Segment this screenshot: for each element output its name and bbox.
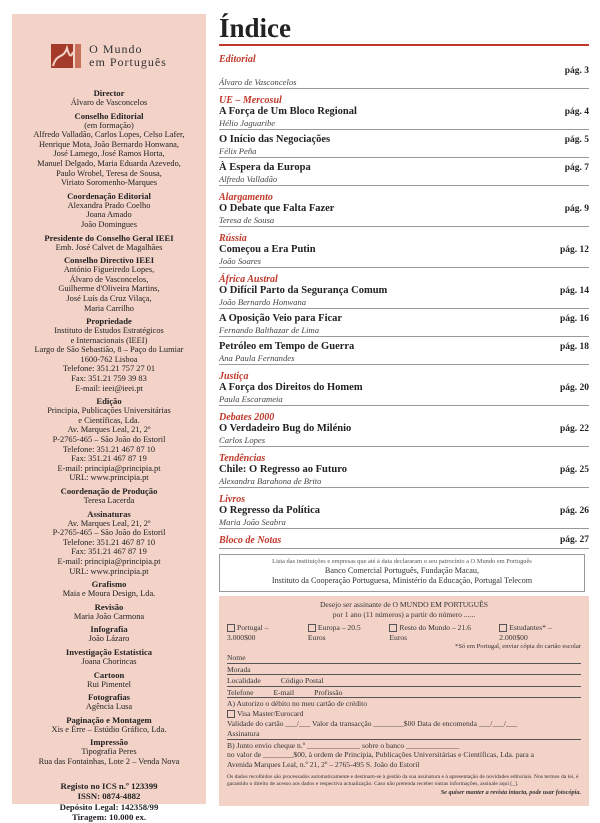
page-number: pág. 14 [559, 286, 589, 296]
student-note: *Só em Portugal, enviar cópia do cartão escolar [455, 643, 581, 651]
subscription-options [227, 623, 581, 642]
credit-block [18, 670, 200, 690]
credit-line: Joana Amado [86, 210, 132, 220]
logo [18, 42, 200, 70]
credit-heading: Fotografias [87, 692, 130, 703]
page-number: pág. 3 [564, 66, 589, 76]
credit-line: Guilherme d'Oliveira Martins, [58, 284, 160, 294]
logo-mark-icon [51, 42, 83, 70]
credit-line: Joana Chorincas [81, 656, 137, 666]
article-title: A Força dos Direitos do Homem [219, 382, 363, 393]
toc-entry[interactable] [219, 244, 589, 256]
title-divider [219, 44, 589, 46]
credit-line: José Luís da Cruz Vilaça, [66, 293, 152, 303]
toc-entry[interactable] [219, 106, 589, 118]
subscription-option[interactable] [499, 623, 581, 642]
article-author: Félix Peña [219, 146, 589, 158]
card-checkbox[interactable] [227, 710, 235, 718]
credit-block [18, 396, 200, 483]
credit-block [18, 737, 200, 766]
credit-block [18, 624, 200, 644]
credit-line: Telefone: 351.21 467 87 10 [62, 537, 156, 547]
credit-line: Maia e Moura Design, Lda. [62, 589, 156, 599]
credit-line: Tipografia Peres [81, 747, 137, 757]
article-title: Começou a Era Putin [219, 244, 316, 255]
credit-line: Telefone: 351.21 757 27 01 [62, 364, 156, 374]
toc-entry[interactable] [219, 423, 589, 435]
credit-line: e Científicas, Lda. [78, 415, 140, 425]
page-number: pág. 12 [559, 245, 589, 255]
article-author: Carlos Lopes [219, 435, 589, 447]
toc-entry[interactable] [219, 313, 589, 325]
credit-line: Alexandra Prado Coelho [67, 200, 151, 210]
credit-line: e Internacionais (IEEI) [70, 335, 148, 345]
section-heading: Rússia [219, 233, 247, 244]
field-label: E-mail [273, 687, 295, 697]
credit-heading: Assinaturas [87, 508, 131, 519]
article-title: A Força de Um Bloco Regional [219, 106, 357, 117]
table-of-contents [219, 54, 589, 529]
masthead-credits [18, 88, 200, 767]
article-title: Chile: O Regresso ao Futuro [219, 464, 347, 475]
sponsors-intro: Lista das instituições e empresas que até à data declararam o seu patrocínio a O Mundo em Português [272, 558, 532, 565]
leader [363, 393, 560, 394]
credit-heading: Infografia [90, 624, 128, 635]
credit-block [18, 602, 200, 622]
credit-line: Henrique Mota, João Bernardo Honwana, [38, 139, 179, 149]
credit-line: António Figueiredo Lopes, [63, 265, 155, 275]
credit-line: Instituto de Estudos Estratégicos [54, 326, 164, 336]
page-number: pág. 27 [559, 535, 589, 545]
toc-section-bloco [219, 535, 589, 549]
credit-heading: Coordenação de Produção [60, 486, 158, 496]
page-number: pág. 25 [559, 465, 589, 475]
credit-line: Fax: 351.21 467 87 19 [71, 454, 147, 464]
credit-line: Largo de São Sebastião, 8 – Paço do Lumiar [34, 345, 184, 355]
credit-line: (em formação) [84, 120, 134, 130]
section-heading: Justiça [219, 371, 249, 382]
toc-section [219, 274, 589, 365]
article-title: O Início das Negociações [219, 134, 331, 145]
form-field-row[interactable] [227, 665, 581, 676]
field-label: Código Postal [280, 676, 324, 686]
subscription-form [219, 596, 589, 806]
option-label: Estudantes* – 2.000$00 [499, 623, 552, 642]
credit-line: Álvaro de Vasconcelos [70, 98, 148, 107]
credit-heading: Investigação Estatística [65, 646, 153, 657]
toc-entry[interactable] [219, 341, 589, 353]
sponsors-box [219, 554, 585, 592]
page-title: Índice [219, 13, 292, 43]
credit-block [18, 486, 200, 506]
credit-line: Álvaro de Vasconcelos, [69, 274, 149, 284]
article-title: Petróleo em Tempo de Guerra [219, 341, 355, 352]
credit-block [18, 692, 200, 712]
form-intro-2: por 1 ano (11 números) a partir do número ...... [332, 609, 476, 619]
option-label: Resto do Mundo – 21.6 Euros [389, 623, 471, 642]
form-field-row[interactable] [227, 688, 581, 699]
payment-option-b: B) Junto envio cheque n.º ______________ sobre o banco ______________ [227, 740, 460, 750]
registry-line: ISSN: 0874-4882 [77, 791, 141, 801]
credit-line: E-mail: ieei@ieei.pt [75, 383, 143, 393]
credit-heading: Propriedade [86, 316, 132, 327]
page-number: pág. 20 [559, 383, 589, 393]
credit-block [18, 647, 200, 667]
article-author: Alexandra Barahona de Brito [219, 476, 589, 488]
article-title: O Debate que Falta Fazer [219, 203, 335, 214]
leader [351, 434, 560, 435]
credit-line: Alfredo Valladão, Carlos Lopes, Celso Lafer, [33, 130, 185, 140]
subscription-option[interactable] [308, 623, 380, 642]
credit-heading: Edição [96, 396, 122, 407]
index-column [219, 0, 589, 549]
field-label: Profissão [314, 687, 343, 697]
credit-line: P-2765-465 – São João do Estoril [52, 435, 166, 445]
page-number: pág. 22 [559, 424, 589, 434]
credit-line: Maria Carrilho [83, 303, 134, 313]
credit-line: José Lamego, José Ramos Horta, [53, 149, 165, 159]
credit-line: Viriato Soromenho-Marques [60, 178, 158, 188]
subscription-option[interactable] [227, 623, 298, 642]
credit-line: Fax: 351.21 759 39 83 [71, 374, 147, 384]
credit-line: Manuel Delgado, Maria Eduarda Azevedo, [37, 158, 181, 168]
credit-heading: Impressão [89, 737, 129, 748]
sponsors-line-1: Banco Comercial Português, Fundação Macau, [324, 566, 480, 575]
section-heading: Livros [219, 494, 246, 505]
credit-block [18, 88, 200, 108]
credit-block [18, 111, 200, 188]
toc-section [219, 371, 589, 406]
card-details: Validade do cartão ___/___ Valor da transacção ________$00 Data de encomenda ___/___/___ [227, 718, 518, 728]
page-number: pág. 5 [564, 135, 589, 145]
credit-line: Principia, Publicações Universitárias [47, 406, 171, 416]
credit-heading: Director [93, 88, 125, 98]
signature-field[interactable] [227, 729, 581, 740]
article-author: Fernando Balthazar de Lima [219, 325, 589, 337]
toc-section [219, 192, 589, 227]
article-title: O Verdadeiro Bug do Milénio [219, 423, 352, 434]
option-checkbox[interactable] [227, 624, 235, 632]
card-types [227, 709, 581, 719]
leader [311, 173, 565, 174]
article-author: Alfredo Valladão [219, 174, 589, 186]
toc-entry[interactable] [219, 285, 589, 297]
payment-b-line-3: Avenida Marques Leal, n.º 21, 2º – 2765-495 S. João do Estoril [227, 759, 420, 769]
article-author: Maria João Seabra [219, 517, 589, 529]
form-field-row[interactable] [227, 676, 581, 687]
credit-heading: Coordenação Editorial [67, 190, 151, 201]
credit-heading: Paginação e Montagem [66, 714, 152, 725]
card-types-label: Visa Master/Eurocard [237, 708, 304, 718]
option-label: Portugal – 3.000$00 [227, 623, 269, 642]
credit-line: Av. Marques Leal, 21, 2º [67, 518, 151, 528]
article-author: Paula Escarameia [219, 394, 589, 406]
option-checkbox[interactable] [308, 624, 316, 632]
logo-line-1: O Mundo [89, 42, 143, 56]
credit-line: E-mail: principia@principia.pt [57, 556, 161, 566]
registry-line: Tiragem: 10.000 ex. [71, 812, 147, 822]
section-heading: Tendências [219, 453, 266, 464]
credit-block [18, 233, 200, 253]
article-author: João Soares [219, 256, 589, 268]
credit-line: Rui Pimentel [87, 679, 131, 689]
photocopy-note: Se quiser manter a revista intacta, pode usar fotocópia. [440, 788, 581, 796]
option-checkbox[interactable] [389, 624, 397, 632]
credit-line: Agência Lusa [85, 702, 133, 712]
option-label: Europa – 20.5 Euros [307, 623, 361, 642]
section-heading: Bloco de Notas [219, 535, 282, 546]
toc-section [219, 95, 589, 186]
credit-heading: Cartoon [93, 669, 125, 680]
credit-line: Rua das Fontainhas, Lote 2 – Venda Nova [38, 756, 180, 766]
credit-block [18, 191, 200, 230]
credit-heading: Conselho Editorial [74, 110, 144, 121]
toc-section [219, 494, 589, 529]
article-title: O Regresso da Política [219, 505, 321, 516]
section-heading: Alargamento [219, 192, 273, 203]
signature-label: Assinatura [227, 729, 260, 739]
contact-fields [227, 653, 581, 698]
credit-heading: Presidente do Conselho Geral IEEI [44, 232, 174, 243]
payment-option-a: A) Autorizo o débito no meu cartão de crédito [227, 699, 368, 709]
page-number: pág. 4 [564, 107, 589, 117]
credit-line: 1600-762 Lisboa [80, 354, 138, 364]
page-number: pág. 26 [559, 506, 589, 516]
credit-heading: Conselho Directivo IEEI [63, 255, 155, 266]
toc-section [219, 54, 589, 89]
article-author: Ana Paula Fernandes [219, 353, 589, 365]
toc-entry[interactable] [219, 203, 589, 215]
leader [334, 214, 564, 215]
credit-line: Fax: 351.21 467 87 19 [71, 547, 147, 557]
toc-section [219, 233, 589, 268]
section-heading: Editorial [219, 54, 256, 65]
field-label: Nome [227, 652, 246, 662]
page-number: pág. 18 [559, 342, 589, 352]
page-number: pág. 7 [564, 163, 589, 173]
option-checkbox[interactable] [499, 624, 507, 632]
toc-entry[interactable] [219, 382, 589, 394]
toc-entry[interactable] [219, 65, 589, 77]
credit-line: João Lázaro [88, 634, 130, 644]
credit-line: Av. Marques Leal, 21, 2º [67, 425, 151, 435]
form-field-row[interactable] [227, 653, 581, 664]
section-heading: África Austral [219, 274, 278, 285]
article-title: A Oposição Veio para Ficar [219, 313, 343, 324]
form-intro-1: Desejo ser assinante de O MUNDO EM PORTUGUÊS [319, 600, 489, 609]
leader [387, 296, 560, 297]
credit-line: Emb. José Calvet de Magalhães [55, 242, 163, 252]
registry-line: Registo no ICS n.º 123399 [60, 780, 158, 791]
article-author: Teresa de Sousa [219, 215, 589, 227]
toc-entry[interactable] [219, 134, 589, 146]
privacy-notice: Os dados recolhidos são processados automaticamente e destinam-se à gestão da sua assinatura e à apresentação de novidades editoriais. Nos termos da lei, é garantido o direito de acesso aos dados e respectiva actualização. Caso não pretenda receber outras informações, assinale aqui [_]. [227, 773, 579, 787]
credit-line: Maria João Carmona [73, 611, 145, 621]
masthead-panel [12, 14, 206, 822]
credit-line: Paulo Wrobel, Teresa de Sousa, [56, 168, 162, 178]
credit-line: URL: www.principia.pt [69, 566, 149, 576]
logo-line-2: em Português [89, 55, 167, 69]
leader [330, 145, 565, 146]
credit-block [18, 316, 200, 393]
credit-block [18, 509, 200, 577]
page-number: pág. 16 [559, 314, 589, 324]
leader [316, 255, 560, 256]
credit-line: Teresa Lacerda [83, 496, 135, 505]
leader [354, 352, 560, 353]
article-author: Álvaro de Vasconcelos [219, 77, 589, 89]
credit-heading: Revisão [94, 601, 124, 612]
credit-block [18, 579, 200, 599]
field-label: Morada [227, 664, 251, 674]
toc-section [219, 453, 589, 488]
credit-line: Telefone: 351.21 467 87 10 [62, 444, 156, 454]
article-author: João Bernardo Honwana [219, 297, 589, 309]
leader [357, 117, 565, 118]
credit-line: URL: www.principia.pt [69, 473, 149, 483]
credit-line: E-mail: principia@principia.pt [57, 463, 161, 473]
section-heading: UE – Mercosul [219, 95, 282, 106]
payment-b-line-2: no valor de ________$00, à ordem de Principia, Publicações Universitárias e Científicas, Lda. para a [227, 750, 535, 760]
toc-entry[interactable] [219, 505, 589, 517]
registry-line: Depósito Legal: 142358/99 [59, 801, 159, 812]
page-number: pág. 9 [564, 204, 589, 214]
field-label: Telefone [227, 687, 254, 697]
toc-entry[interactable] [219, 162, 589, 174]
section-heading: Debates 2000 [219, 412, 275, 423]
sponsors-line-2: Instituto da Cooperação Portuguesa, Ministério da Educação, Portugal Telecom [271, 576, 533, 585]
credit-line: Xis e Érre – Estúdio Gráfico, Lda. [51, 724, 167, 734]
toc-entry[interactable] [219, 464, 589, 476]
credit-block [18, 715, 200, 735]
subscription-option[interactable] [389, 623, 489, 642]
article-author: Hélio Jaguaribe [219, 118, 589, 130]
leader [342, 324, 560, 325]
credit-block [18, 255, 200, 313]
article-title: O Difícil Parto da Segurança Comum [219, 285, 388, 296]
leader [347, 475, 560, 476]
credit-line: P-2765-465 – São João do Estoril [52, 528, 166, 538]
toc-section [219, 412, 589, 447]
leader [320, 516, 560, 517]
field-label: Localidade [227, 676, 261, 686]
credit-heading: Grafismo [91, 579, 127, 590]
article-title: À Espera da Europa [219, 162, 311, 173]
registry-info [18, 781, 200, 823]
credit-line: João Domingues [80, 219, 138, 229]
